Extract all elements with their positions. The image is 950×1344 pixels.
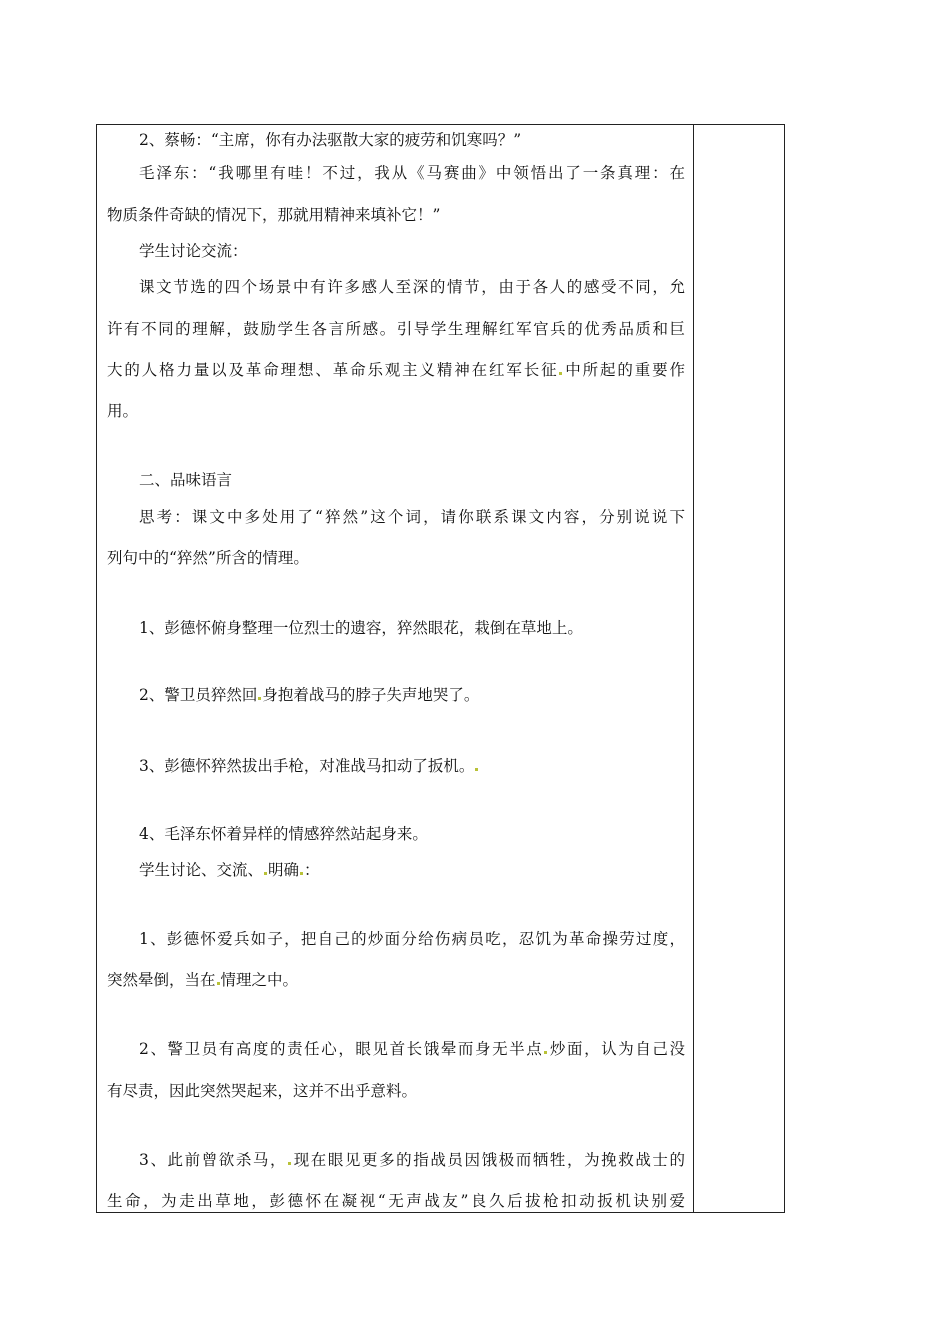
dialogue-line-mao-cont: 物质条件奇缺的情况下，那就用精神来填补它！” <box>107 206 441 224</box>
paragraph-line: 用。 <box>107 402 139 420</box>
sentence-item-2: 2、警卫员猝然回 身抱着战马的脖子失声地哭了。 <box>139 686 480 704</box>
edit-mark <box>475 768 478 771</box>
answer-line: 3、此前曾欲杀马， 现在眼见更多的指战员因饿极而牺牲，为挽救战士的 <box>139 1151 685 1169</box>
sentence-item-1: 1、彭德怀俯身整理一位烈士的遗容，猝然眼花，栽倒在草地上。 <box>139 619 583 637</box>
answer-line: 有尽责，因此突然哭起来，这并不出乎意料。 <box>107 1082 418 1100</box>
edit-mark <box>288 1162 291 1165</box>
edit-mark <box>559 372 562 375</box>
edit-mark <box>258 697 261 700</box>
discussion-label: 学生讨论交流： <box>139 242 248 260</box>
dialogue-line-mao: 毛泽东：“我哪里有哇！不过，我从《马赛曲》中领悟出了一条真理：在 <box>139 164 685 182</box>
question-line: 列句中的“猝然”所含的情理。 <box>107 549 309 567</box>
clarify-label: 学生讨论、交流、 明确 ： <box>139 861 320 879</box>
content-table <box>96 124 785 1213</box>
main-text-cell <box>97 125 693 1212</box>
answer-line: 2、警卫员有高度的责任心，眼见首长饿晕而身无半点 炒面，认为自己没 <box>139 1040 685 1058</box>
edit-mark <box>217 982 220 985</box>
section-heading: 二、品味语言 <box>139 471 233 489</box>
sentence-item-3: 3、彭德怀猝然拔出手枪，对准战马扣动了扳机。 <box>139 756 685 776</box>
paragraph-line: 课文节选的四个场景中有许多感人至深的情节，由于各人的感受不同，允 <box>139 278 685 296</box>
paragraph-line: 大的人格力量以及革命理想、革命乐观主义精神在红军长征 中所起的重要作 <box>107 361 685 379</box>
answer-line: 1、彭德怀爱兵如子，把自己的炒面分给伤病员吃，忍饥为革命操劳过度， <box>139 930 685 948</box>
answer-line: 突然晕倒，当在 情理之中。 <box>107 971 299 989</box>
notes-cell <box>694 125 784 1212</box>
edit-mark <box>264 872 267 875</box>
paragraph-line: 许有不同的理解，鼓励学生各言所感。引导学生理解红军官兵的优秀品质和巨 <box>107 320 685 338</box>
answer-line: 生命，为走出草地，彭德怀在凝视“无声战友”良久后拔枪扣动扳机诀别爱 <box>107 1192 685 1210</box>
edit-mark <box>300 872 303 875</box>
dialogue-line-cai-chang: 2、蔡畅：“主席，你有办法驱散大家的疲劳和饥寒吗？” <box>139 131 522 149</box>
question-line: 思考：课文中多处用了“猝然”这个词，请你联系课文内容，分别说说下 <box>139 508 685 526</box>
sentence-item-4: 4、毛泽东怀着异样的情感猝然站起身来。 <box>139 825 428 843</box>
edit-mark <box>544 1051 547 1054</box>
